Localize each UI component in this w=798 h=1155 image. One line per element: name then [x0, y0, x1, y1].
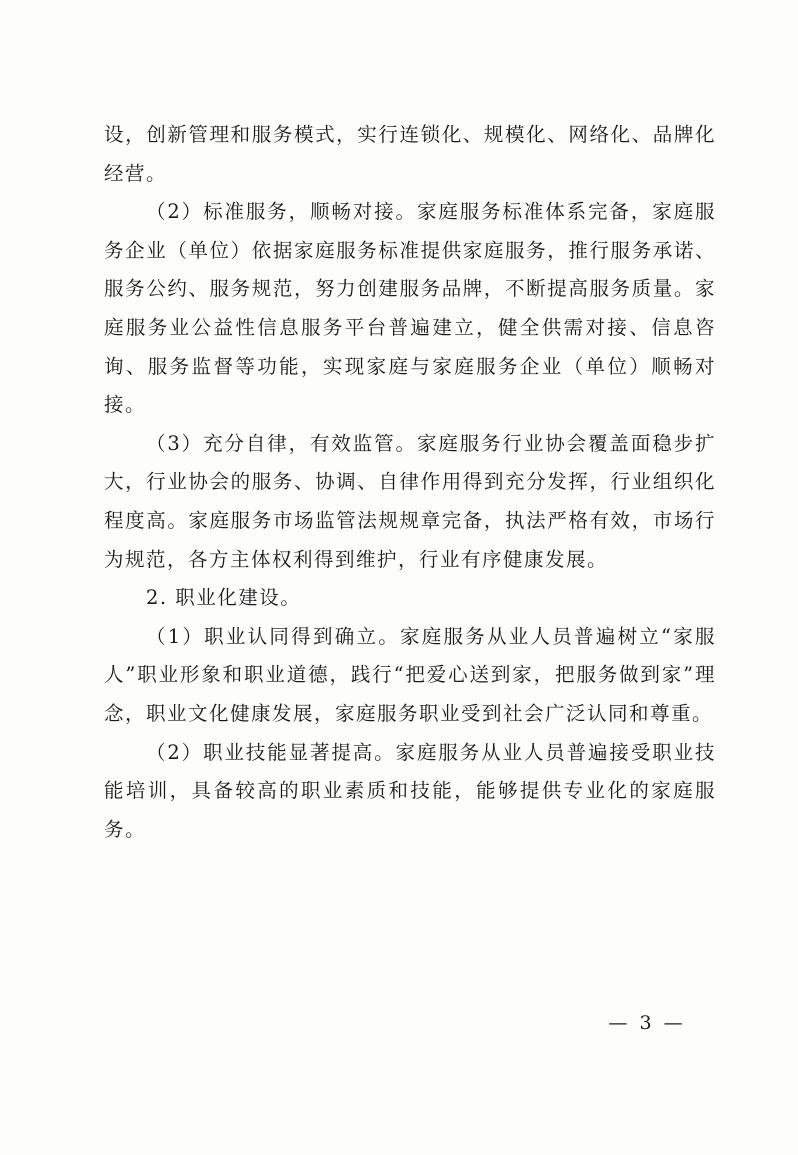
section-heading-professionalization: 2. 职业化建设。	[146, 586, 302, 610]
paragraph-professional-skills: （2）职业技能显著提高。家庭服务从业人员普遍接受职业技能培训，具备较高的职业素质和技能，能够提供专业化的家庭服务。	[104, 740, 716, 841]
paragraph-professional-identity: （1）职业认同得到确立。家庭服务从业人员普遍树立“家服人”职业形象和职业道德，践行“把爱心送到家，把服务做到家”理念，职业文化健康发展，家庭服务职业受到社会广泛认同和尊重。	[104, 624, 716, 725]
paragraph-self-discipline: （3）充分自律，有效监管。家庭服务行业协会覆盖面稳步扩大，行业协会的服务、协调、自律作用得到充分发挥，行业组织化程度高。家庭服务市场监管法规规章完备，执法严格有效，市场行为规范，各方主体权利得到维护，行业有序健康发展。	[104, 431, 716, 571]
document-body	[104, 116, 716, 849]
paragraph-standard-service: （2）标准服务，顺畅对接。家庭服务标准体系完备，家庭服务企业（单位）依据家庭服务标准提供家庭服务，推行服务承诺、服务公约、服务规范，努力创建服务品牌，不断提高服务质量。家庭服务业公益性信息服务平台普遍建立，健全供需对接、信息咨询、服务监督等功能，实现家庭与家庭服务企业（单位）顺畅对接。	[104, 200, 716, 417]
page-number: — 3 —	[608, 1012, 686, 1034]
paragraph-continuation: 设，创新管理和服务模式，实行连锁化、规模化、网络化、品牌化经营。	[104, 123, 716, 185]
